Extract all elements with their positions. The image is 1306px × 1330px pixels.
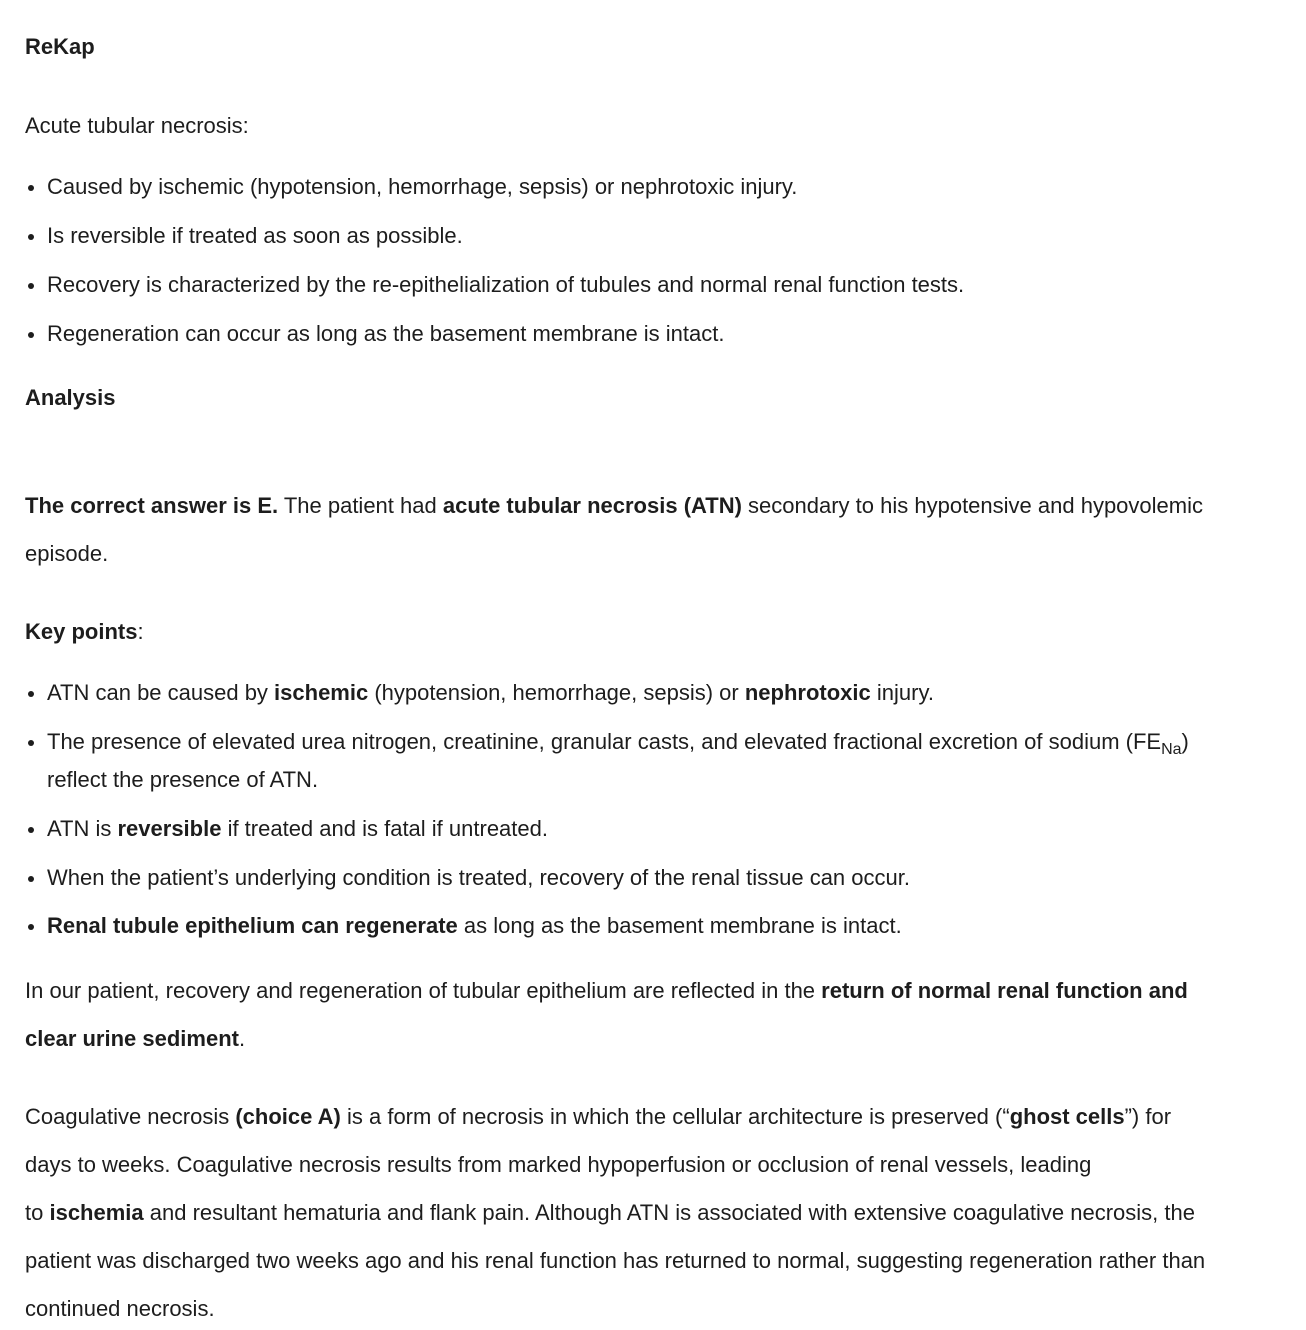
patient-text: In our patient, recovery and regeneration of tubular epithelium are reflected in the (25, 978, 822, 1003)
list-item: Caused by ischemic (hypotension, hemorrhage, sepsis) or nephrotoxic injury. (25, 168, 797, 206)
answer-text: The patient had (278, 493, 443, 518)
list-item-continuation (25, 761, 318, 799)
list-item (25, 810, 548, 848)
kp-text: if treated and is fatal if untreated. (221, 816, 548, 841)
list-item (25, 674, 934, 712)
patient-text: . (238, 1026, 246, 1051)
kp-text: ATN can be caused by (47, 680, 275, 705)
coag-text: Coagulative necrosis (25, 1104, 236, 1129)
list-item: Is reversible if treated as soon as possible. (25, 217, 463, 255)
key-points-label: Key points (25, 619, 138, 644)
coag-text: to (25, 1200, 50, 1225)
kp-text: (hypotension, hemorrhage, sepsis) or (368, 680, 745, 705)
patient-paragraph (25, 977, 1188, 1005)
section-title-rekap: ReKap (25, 34, 95, 59)
coag-emphasis: ischemia (49, 1200, 144, 1225)
coag-text: and resultant hematuria and flank pain. Although ATN is associated with extensive coagulative necrosis, the (143, 1200, 1195, 1225)
choice-a-line-2: days to weeks. Coagulative necrosis results from marked hypoperfusion or occlusion of renal vessels, leading (25, 1152, 1092, 1177)
kp-subscript: Na (1161, 741, 1182, 758)
patient-emphasis: return of normal renal function and (821, 978, 1188, 1003)
choice-a-line-3 (25, 1199, 1195, 1227)
choice-a-line-4: patient was discharged two weeks ago and his renal function has returned to normal, suggesting regeneration rather than (25, 1248, 1206, 1273)
coag-emphasis: (choice A) (235, 1104, 341, 1129)
kp-emphasis: reversible (117, 816, 222, 841)
correct-answer-paragraph (25, 492, 1203, 520)
correct-answer-line-2: episode. (25, 541, 109, 566)
kp-text: The presence of elevated urea nitrogen, creatinine, granular casts, and elevated fractional excretion of sodium (FE (47, 729, 1162, 754)
section-title-analysis: Analysis (25, 385, 116, 410)
coag-text: ”) for (1124, 1104, 1172, 1129)
kp-text: as long as the basement membrane is intact. (457, 913, 902, 938)
kp-text: ) (1181, 729, 1189, 754)
rekap-intro: Acute tubular necrosis: (25, 113, 249, 138)
patient-emphasis: clear urine sediment (25, 1026, 239, 1051)
list-item: Regeneration can occur as long as the basement membrane is intact. (25, 315, 725, 353)
list-item (25, 723, 1189, 761)
kp-text: ATN is (47, 816, 118, 841)
key-points-colon: : (137, 619, 144, 644)
list-item (25, 907, 902, 945)
kp-emphasis: Renal tubule epithelium can regenerate (47, 913, 458, 938)
coag-emphasis: ghost cells (1009, 1104, 1125, 1129)
kp-text: injury. (870, 680, 934, 705)
coag-text: is a form of necrosis in which the cellular architecture is preserved (“ (340, 1104, 1010, 1129)
kp-emphasis: nephrotoxic (744, 680, 871, 705)
patient-paragraph-line-2 (25, 1025, 245, 1053)
kp-emphasis: ischemic (274, 680, 369, 705)
key-points-heading (25, 618, 144, 646)
kp-text: When the patient’s underlying condition is treated, recovery of the renal tissue can occur. (47, 865, 910, 890)
answer-diagnosis: acute tubular necrosis (ATN) (442, 493, 742, 518)
answer-text: secondary to his hypotensive and hypovolemic (741, 493, 1203, 518)
list-item (25, 859, 910, 897)
list-item: Recovery is characterized by the re-epithelialization of tubules and normal renal function tests. (25, 266, 964, 304)
choice-a-line-5: continued necrosis. (25, 1296, 215, 1321)
kp-text: reflect the presence of ATN. (47, 767, 319, 792)
answer-statement: The correct answer is E. (25, 493, 279, 518)
choice-a-paragraph (25, 1103, 1171, 1131)
